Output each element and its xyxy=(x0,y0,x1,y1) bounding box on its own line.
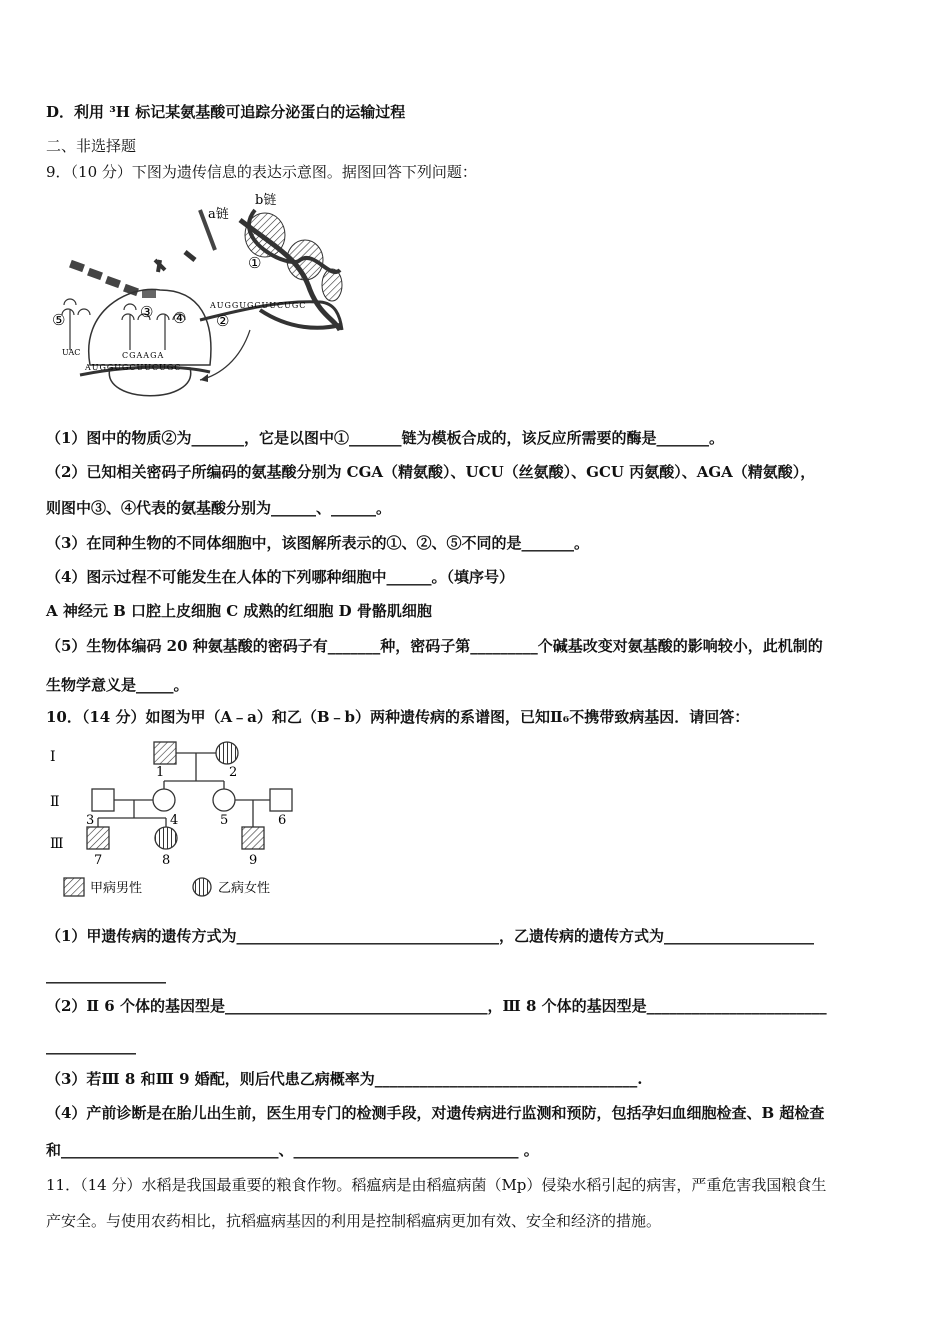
q9-part3: （3）在同种生物的不同体细胞中，该图解所表示的①、②、⑤不同的是_______。 xyxy=(46,534,589,552)
mrna-bottom-seq: AUGGUGCUUCUGC xyxy=(85,363,182,372)
q9-part2a: （2）已知相关密码子所编码的氨基酸分别为 CGA（精氨酸）、UCU（丝氨酸）、GCU 丙氨酸）、AGA（精氨酸）， xyxy=(46,463,816,481)
section-heading: 二、非选择题 xyxy=(46,137,137,155)
q10-part1b: ________________ xyxy=(46,966,166,984)
individual-7 xyxy=(87,827,109,849)
b-chain-label: b链 xyxy=(255,193,277,208)
individual-1 xyxy=(154,742,176,764)
gene-expression-diagram xyxy=(50,190,345,405)
label-p5: 5 xyxy=(220,813,229,828)
label-2: ② xyxy=(216,312,230,330)
q9-part2b: 则图中③、④代表的氨基酸分别为______、______。 xyxy=(46,499,392,517)
legend-a-swatch xyxy=(64,878,84,896)
polypeptide-chain xyxy=(69,260,156,298)
legend-a-label: 甲病男性 xyxy=(90,881,143,896)
q10-part3: （3）若Ⅲ 8 和Ⅲ 9 婚配，则后代患乙病概率为___________________________________. xyxy=(46,1070,643,1088)
q9-part5b: 生物学意义是_____。 xyxy=(46,676,189,694)
label-p9: 9 xyxy=(249,853,258,868)
individual-8 xyxy=(155,827,177,849)
q9-part4: （4）图示过程不可能发生在人体的下列哪种细胞中______。（填序号） xyxy=(46,568,514,586)
q9-part4-options: A 神经元 B 口腔上皮细胞 C 成熟的红细胞 D 骨骼肌细胞 xyxy=(46,602,432,620)
q10-part1a: （1）甲遗传病的遗传方式为___________________________________，乙遗传病的遗传方式为____________________ xyxy=(46,927,814,945)
q9-part5a: （5）生物体编码 20 种氨基酸的密码子有_______种，密码子第_________个碱基改变对氨基酸的影响较小，此机制的 xyxy=(46,637,823,655)
generation-3: Ⅲ xyxy=(50,836,64,852)
label-3: ③ xyxy=(140,303,154,321)
codon-labels: CGAAGA xyxy=(122,351,165,360)
individual-9 xyxy=(242,827,264,849)
q10-part4a: （4）产前诊断是在胎儿出生前，医生用专门的检测手段，对遗传病进行监测和预防，包括孕妇血细胞检查、B 超检查 xyxy=(46,1104,825,1122)
label-p8: 8 xyxy=(162,853,171,868)
anticodon-label: UAC xyxy=(62,348,81,357)
generation-1: Ⅰ xyxy=(50,749,56,765)
q10-part2a: （2）Ⅱ 6 个体的基因型是___________________________________，Ⅲ 8 个体的基因型是________________________ xyxy=(46,997,827,1015)
label-4: ④ xyxy=(173,309,187,327)
mrna-top-seq: AUGGUGCUUCUGC xyxy=(210,301,307,310)
label-1: ① xyxy=(248,254,262,272)
label-p4: 4 xyxy=(170,813,179,828)
q9-heading: 9．（10 分）下图为遗传信息的表达示意图。据图回答下列问题： xyxy=(46,163,477,181)
a-chain-label: a链 xyxy=(208,207,229,222)
label-p1: 1 xyxy=(156,765,165,780)
label-p7: 7 xyxy=(94,853,103,868)
legend-b-swatch xyxy=(193,878,211,896)
individual-4 xyxy=(153,789,175,811)
label-5: ⑤ xyxy=(52,311,66,329)
label-p3: 3 xyxy=(86,813,95,828)
individual-5 xyxy=(213,789,235,811)
pedigree-chart xyxy=(46,736,306,901)
option-d: D．利用 ³H 标记某氨基酸可追踪分泌蛋白的运输过程 xyxy=(46,103,406,121)
ribosome-small xyxy=(109,368,190,396)
q9-part1: （1）图中的物质②为_______，它是以图中①_______链为模板合成的，该反应所需要的酶是_______。 xyxy=(46,429,724,447)
q10-part2b: ____________ xyxy=(46,1037,136,1055)
q11-text-a: 11．（14 分）水稻是我国最重要的粮食作物。稻瘟病是由稻瘟病菌（Mp）侵染水稻引起的病害，严重危害我国粮食生 xyxy=(46,1176,827,1194)
individual-6 xyxy=(270,789,292,811)
q10-heading: 10．（14 分）如图为甲（A﹣a）和乙（B﹣b）两种遗传病的系谱图，已知Ⅱ₆不携带致病基因．请回答： xyxy=(46,708,750,726)
individual-3 xyxy=(92,789,114,811)
individual-2 xyxy=(216,742,238,764)
q11-text-b: 产安全。与使用农药相比，抗稻瘟病基因的利用是控制稻瘟病更加有效、安全和经济的措施。 xyxy=(46,1212,662,1230)
q10-part4b: 和_____________________________、______________________________ 。 xyxy=(46,1141,539,1159)
label-p6: 6 xyxy=(278,813,287,828)
label-p2: 2 xyxy=(229,765,238,780)
generation-2: Ⅱ xyxy=(50,794,60,810)
legend-b-label: 乙病女性 xyxy=(218,881,271,896)
